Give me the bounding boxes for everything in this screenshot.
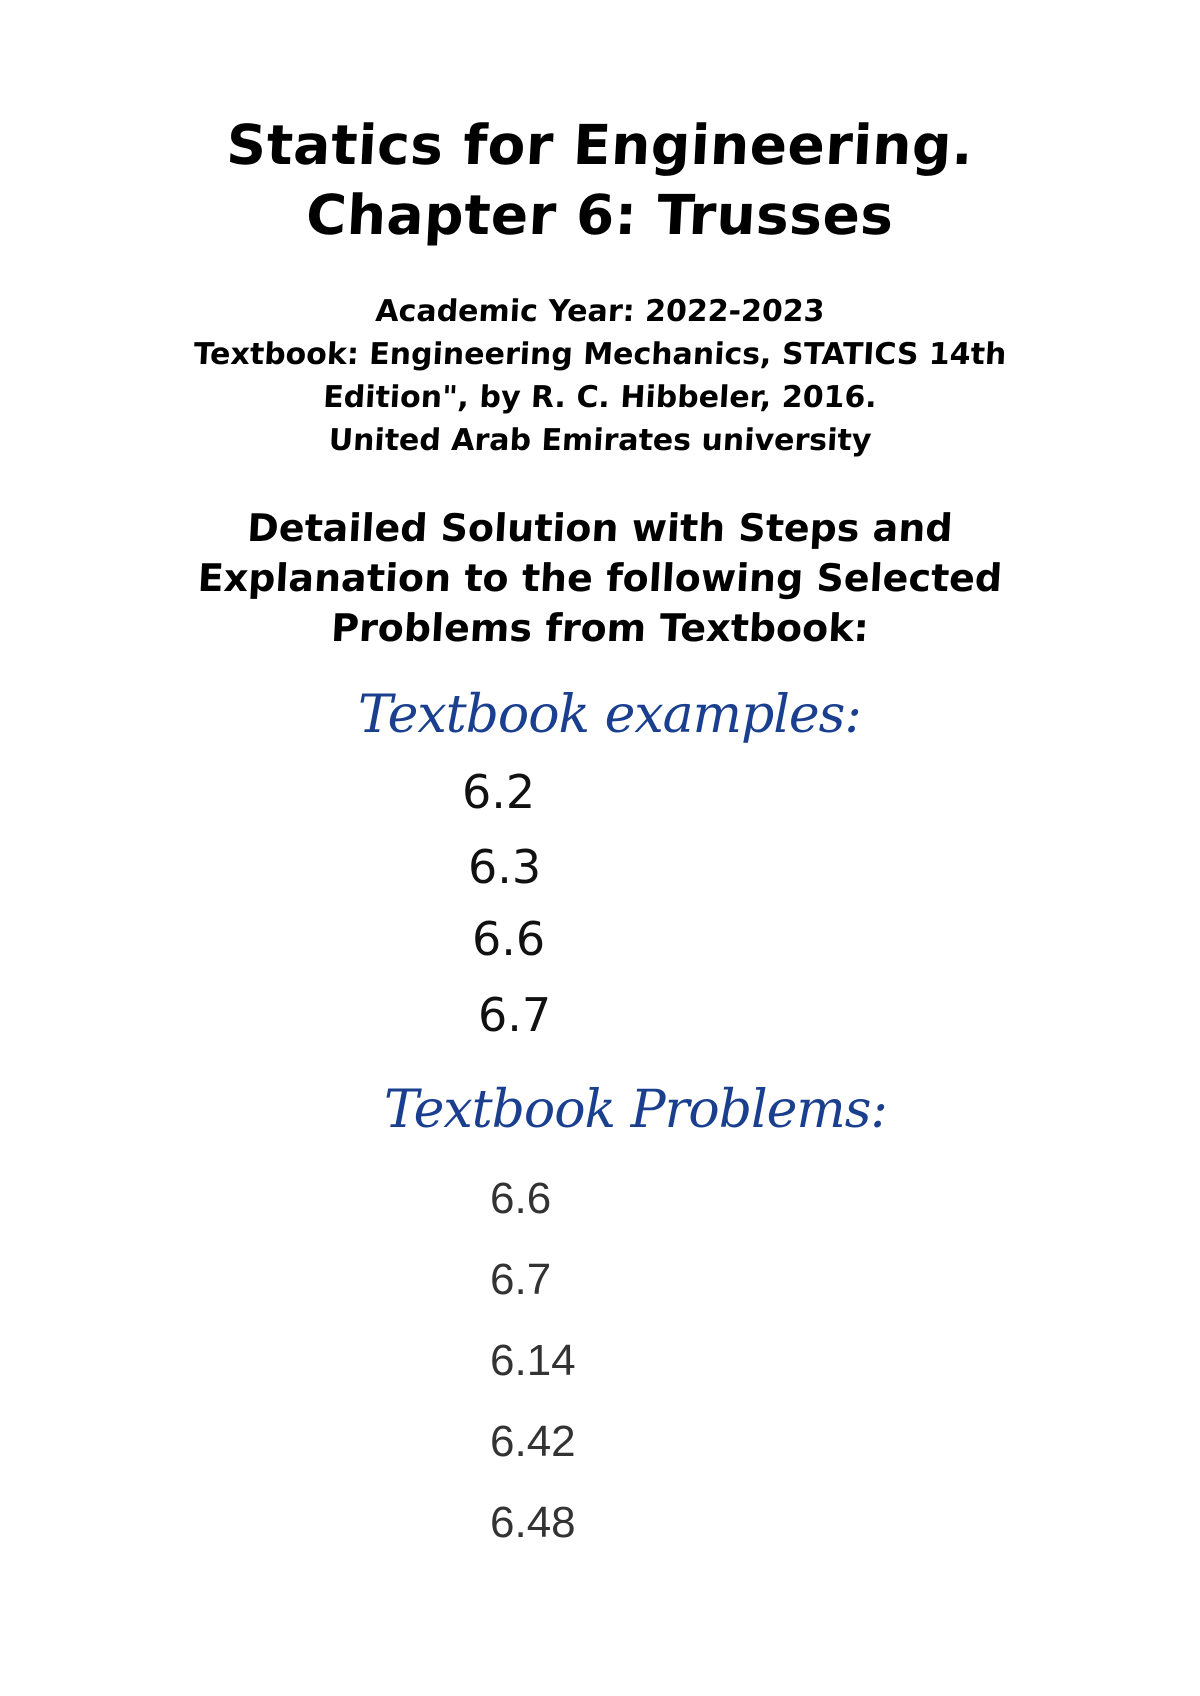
title-line-1: Statics for Engineering. (224, 113, 976, 177)
textbook-line-2: Edition", by R. C. Hibbeler, 2016. (322, 380, 878, 415)
problem-item: 6.6 (490, 1174, 552, 1223)
university-name: United Arab Emirates university (327, 423, 873, 458)
course-info (0, 290, 1200, 462)
problem-item: 6.14 (490, 1336, 576, 1385)
solution-heading-line-3: Problems from Textbook: (330, 606, 870, 650)
academic-year: Academic Year: 2022-2023 (374, 294, 826, 329)
textbook-line-1: Textbook: Engineering Mechanics, STATICS 14th (192, 337, 1008, 372)
example-item: 6.6 (472, 912, 546, 966)
example-item: 6.2 (462, 765, 536, 819)
solution-heading (0, 503, 1200, 653)
problem-item: 6.48 (490, 1498, 576, 1547)
problems-heading: Textbook Problems: (384, 1080, 887, 1140)
examples-heading: Textbook examples: (358, 685, 861, 745)
document-title (0, 110, 1200, 250)
problem-item: 6.42 (490, 1417, 576, 1466)
solution-heading-line-1: Detailed Solution with Steps and (246, 506, 954, 550)
problem-item: 6.7 (490, 1255, 552, 1304)
solution-heading-line-2: Explanation to the following Selected (196, 556, 1004, 600)
title-line-2: Chapter 6: Trusses (304, 183, 896, 247)
example-item: 6.3 (468, 840, 542, 894)
example-item: 6.7 (478, 988, 552, 1042)
